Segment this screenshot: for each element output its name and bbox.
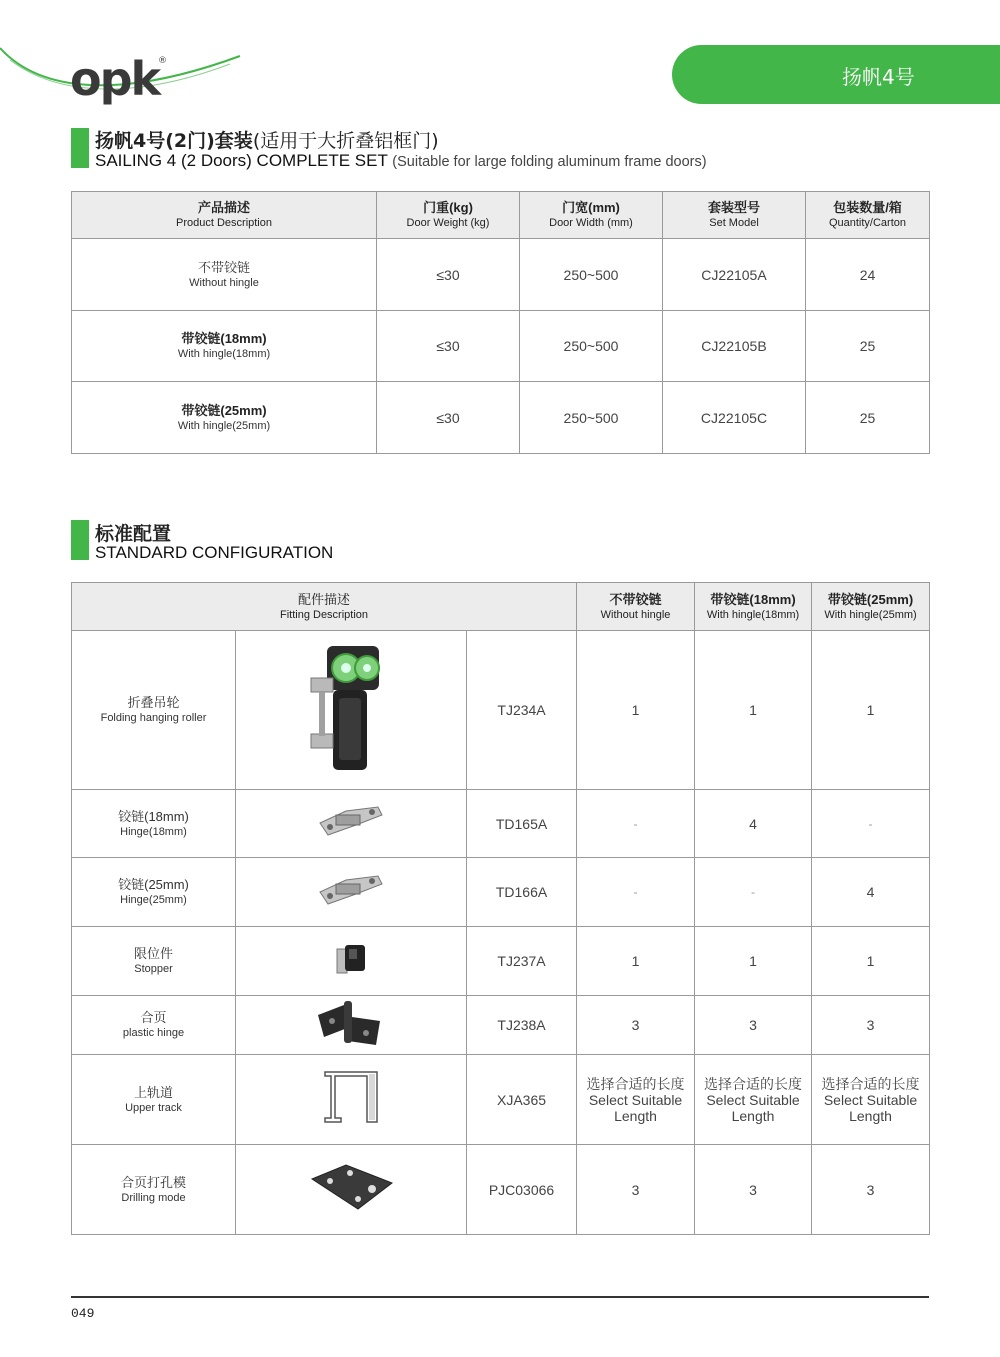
product-description: 带铰链(18mm) With hingle(18mm) (72, 311, 377, 382)
qty-without-hinge: 选择合适的长度 Select Suitable Length (577, 1055, 695, 1145)
table-row (72, 996, 930, 1055)
quantity-carton: 25 (806, 382, 930, 454)
fitting-description: 折叠吊轮 Folding hanging roller (72, 631, 236, 790)
table-row (72, 1055, 930, 1145)
table-row (72, 858, 930, 927)
door-weight: ≤30 (377, 239, 520, 311)
table-row (72, 311, 930, 382)
fitting-image (236, 858, 467, 927)
door-width: 250~500 (520, 311, 663, 382)
qty-without-hinge: - (577, 858, 695, 927)
qty-with-hinge-25: 1 (812, 631, 930, 790)
table-row (72, 631, 930, 790)
table-row (72, 927, 930, 996)
brand-logo (0, 20, 260, 110)
qty-with-hinge-18: 1 (695, 927, 812, 996)
qty-without-hinge: - (577, 790, 695, 858)
set-model: CJ22105B (663, 311, 806, 382)
product-tab (672, 45, 1000, 104)
hinge-icon (316, 801, 386, 841)
qty-without-hinge: 1 (577, 631, 695, 790)
door-weight: ≤30 (377, 382, 520, 454)
fitting-description: 合页 plastic hinge (72, 996, 236, 1055)
product-tab-label: 扬帆4号 (842, 65, 915, 89)
complete-set-table (71, 191, 930, 454)
qty-with-hinge-18: 1 (695, 631, 812, 790)
fitting-code: PJC03066 (467, 1145, 577, 1235)
table-row (72, 382, 930, 454)
fitting-description: 限位件 Stopper (72, 927, 236, 996)
quantity-carton: 24 (806, 239, 930, 311)
registered-mark: ® (158, 56, 167, 66)
table-header-row (72, 192, 930, 239)
section1-title-en: SAILING 4 (2 Doors) COMPLETE SET (Suitable for large folding aluminum frame doors) (95, 151, 707, 170)
header-product-description: 产品描述 Product Description (72, 192, 377, 239)
qty-with-hinge-25: 选择合适的长度 Select Suitable Length (812, 1055, 930, 1145)
door-width: 250~500 (520, 239, 663, 311)
fitting-code: XJA365 (467, 1055, 577, 1145)
logo-text: opk (70, 52, 160, 106)
header-with-hinge-18: 带铰链(18mm) With hingle(18mm) (695, 583, 812, 631)
fitting-code: TJ234A (467, 631, 577, 790)
section2-title-cn: 标准配置 (95, 523, 172, 545)
qty-with-hinge-25: - (812, 790, 930, 858)
qty-with-hinge-18: 3 (695, 996, 812, 1055)
header-door-width: 门宽(mm) Door Width (mm) (520, 192, 663, 239)
table-header-row (72, 583, 930, 631)
fitting-image (236, 996, 467, 1055)
table-row (72, 790, 930, 858)
fitting-code: TJ238A (467, 996, 577, 1055)
fitting-image (236, 1055, 467, 1145)
fitting-code: TJ237A (467, 927, 577, 996)
stopper-icon (331, 939, 371, 979)
fitting-description: 铰链(25mm) Hinge(25mm) (72, 858, 236, 927)
footer-divider (71, 1296, 929, 1298)
fitting-description: 上轨道 Upper track (72, 1055, 236, 1145)
header-quantity-carton: 包装数量/箱 Quantity/Carton (806, 192, 930, 239)
qty-with-hinge-25: 1 (812, 927, 930, 996)
page-number: 049 (71, 1306, 95, 1321)
door-width: 250~500 (520, 382, 663, 454)
drilling-plate-icon (306, 1161, 396, 1213)
header-without-hinge: 不带铰链 Without hingle (577, 583, 695, 631)
qty-with-hinge-25: 4 (812, 858, 930, 927)
quantity-carton: 25 (806, 311, 930, 382)
fitting-image (236, 790, 467, 858)
qty-with-hinge-18: 选择合适的长度 Select Suitable Length (695, 1055, 812, 1145)
plastic-hinge-icon (314, 997, 388, 1049)
qty-with-hinge-18: 4 (695, 790, 812, 858)
table-row (72, 1145, 930, 1235)
product-description: 不带铰链 Without hingle (72, 239, 377, 311)
fitting-description: 铰链(18mm) Hinge(18mm) (72, 790, 236, 858)
hinge-icon (316, 870, 386, 910)
qty-without-hinge: 3 (577, 996, 695, 1055)
fitting-image (236, 1145, 467, 1235)
fitting-description: 合页打孔模 Drilling mode (72, 1145, 236, 1235)
qty-without-hinge: 3 (577, 1145, 695, 1235)
qty-with-hinge-18: 3 (695, 1145, 812, 1235)
section-marker (71, 520, 89, 560)
fitting-code: TD165A (467, 790, 577, 858)
section2-title-en: STANDARD CONFIGURATION (95, 543, 334, 562)
track-profile-icon (321, 1068, 381, 1126)
set-model: CJ22105C (663, 382, 806, 454)
section1-title-cn: 扬帆4号(2门)套装(适用于大折叠铝框门) (95, 130, 439, 152)
qty-with-hinge-25: 3 (812, 996, 930, 1055)
header-fitting-description: 配件描述 Fitting Description (72, 583, 577, 631)
header-with-hinge-25: 带铰链(25mm) With hingle(25mm) (812, 583, 930, 631)
standard-configuration-table (71, 582, 930, 1235)
header-door-weight: 门重(kg) Door Weight (kg) (377, 192, 520, 239)
product-description: 带铰链(25mm) With hingle(25mm) (72, 382, 377, 454)
fitting-image (236, 631, 467, 790)
fitting-image (236, 927, 467, 996)
qty-with-hinge-25: 3 (812, 1145, 930, 1235)
header-set-model: 套装型号 Set Model (663, 192, 806, 239)
fitting-code: TD166A (467, 858, 577, 927)
door-weight: ≤30 (377, 311, 520, 382)
qty-with-hinge-18: - (695, 858, 812, 927)
hanging-roller-icon (301, 638, 401, 778)
section-marker (71, 128, 89, 168)
set-model: CJ22105A (663, 239, 806, 311)
table-row (72, 239, 930, 311)
qty-without-hinge: 1 (577, 927, 695, 996)
